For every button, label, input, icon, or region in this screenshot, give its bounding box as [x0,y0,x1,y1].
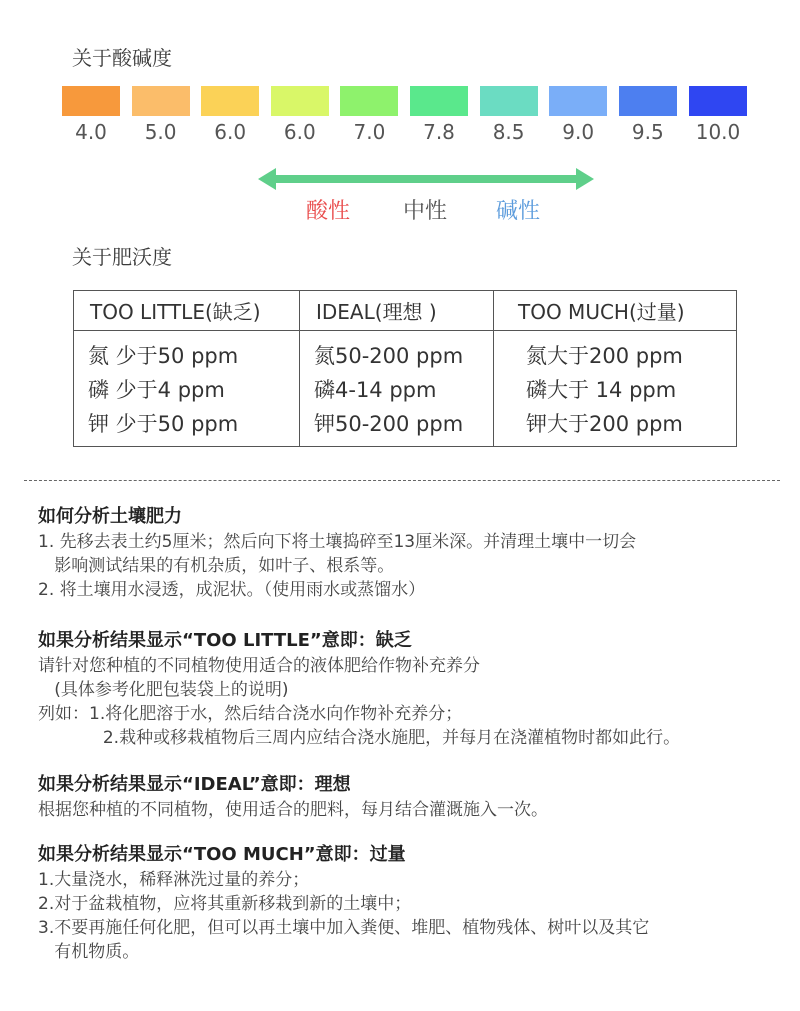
ph-swatch [62,86,120,116]
cell-line: 磷大于 14 ppm [526,378,677,402]
section-line: 2.栽种或移栽植物后三周内应结合浇水施肥，并每月在浇灌植物时都如此行。 [38,728,681,748]
cell-line: 钾 少于50 ppm [88,412,239,436]
section-heading: 如何分析土壤肥力 [38,506,182,527]
cell-line: 氮 少于50 ppm [88,344,239,368]
cell-line: 磷4-14 ppm [314,378,437,402]
section-line: 1.大量浇水，稀释淋洗过量的养分； [38,870,310,890]
dashed-divider [24,480,780,481]
cell-line: 钾大于200 ppm [526,412,683,436]
cell-line: 钾50-200 ppm [314,412,464,436]
instruction-section-too-little [38,628,788,750]
neutral-label: 中性 [403,199,448,224]
ph-tick-label: 6.0 [283,120,316,144]
section-line: 影响测试结果的有机杂质，如叶子、根系等。 [38,556,395,576]
ph-tick-label: 10.0 [695,120,741,144]
section-line: 请针对您种植的不同植物使用适合的液体肥给作物补充养分 [38,656,480,676]
header-ideal: IDEAL(理想 ) [300,291,494,331]
instruction-section-analysis [38,504,788,602]
ph-swatch [549,86,607,116]
acidic-label: 酸性 [306,199,351,224]
section-line: 2. 将土壤用水浸透，成泥状。（使用雨水或蒸馏水） [38,580,426,600]
section-heading: 如果分析结果显示“TOO MUCH”意即：过量 [38,844,406,865]
ph-swatch [689,86,747,116]
section-line: 根据您种植的不同植物，使用适合的肥料，每月结合灌溉施入一次。 [38,800,548,820]
ideal-cell [300,331,494,447]
ph-swatch [201,86,259,116]
header-too-little: TOO LITTLE(缺乏) [74,291,300,331]
instruction-section-ideal [38,772,788,822]
section-line: 列如：1.将化肥溶于水，然后结合浇水向作物补充养分； [38,704,463,724]
ph-swatch [619,86,677,116]
section-heading: 如果分析结果显示“IDEAL”意即：理想 [38,774,351,795]
ph-swatch [340,86,398,116]
fertility-table [73,290,737,447]
table-header-row [74,291,737,331]
section-heading: 如果分析结果显示“TOO LITTLE”意即：缺乏 [38,630,412,651]
header-too-much: TOO MUCH(过量) [494,291,737,331]
cell-line: 氮大于200 ppm [526,344,683,368]
section-line: (具体参考化肥包装袋上的说明) [38,680,289,700]
instruction-section-too-much [38,842,788,964]
ph-tick-label: 4.0 [75,120,107,144]
ph-tick-label: 6.0 [214,120,247,144]
ph-tick-label: 8.5 [492,120,525,144]
ph-tick-label: 7.8 [423,120,455,144]
ph-tick-label: 7.0 [353,120,386,144]
ph-swatch [410,86,468,116]
section-line: 3.不要再施任何化肥，但可以再土壤中加入粪便、堆肥、植物残体、树叶以及其它 [38,918,650,938]
cell-line: 磷 少于4 ppm [88,378,225,402]
too-much-cell [494,331,737,447]
section-line: 2.对于盆栽植物，应将其重新移栽到新的土壤中； [38,894,412,914]
ph-swatch [271,86,329,116]
ph-tick-labels [62,120,747,146]
section-line: 1. 先移去表土约5厘米；然后向下将土壤捣碎至13厘米深。并清理土壤中一切会 [38,532,637,552]
ph-color-scale [62,86,747,116]
ph-tick-label: 9.5 [631,120,664,144]
too-little-cell [74,331,300,447]
ph-tick-label: 9.0 [562,120,595,144]
cell-line: 氮50-200 ppm [314,344,464,368]
ph-section-title: 关于酸碱度 [72,46,172,70]
double-arrow-icon [258,166,594,192]
ph-tick-label: 5.0 [144,120,177,144]
table-row [74,331,737,447]
ph-swatch [480,86,538,116]
alkaline-label: 碱性 [496,199,541,224]
section-line: 有机物质。 [38,942,140,962]
ph-swatch [132,86,190,116]
fertility-section-title: 关于肥沃度 [72,245,172,269]
